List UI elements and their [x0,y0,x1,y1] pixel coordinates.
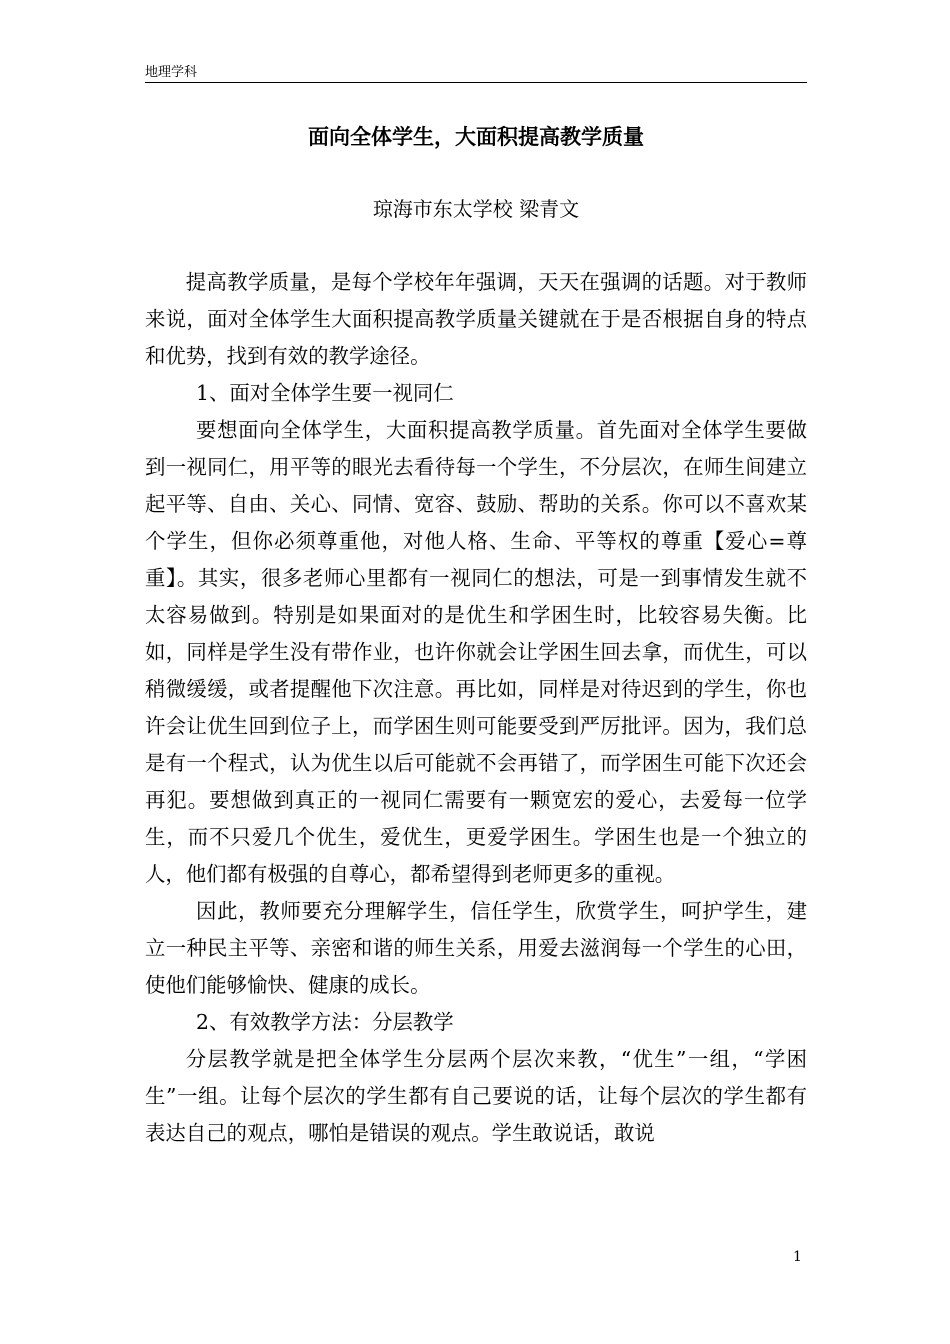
section-heading-2: 2、有效教学方法：分层教学 [196,1010,454,1034]
paragraph-section-1-conclusion: 因此，教师要充分理解学生，信任学生，欣赏学生，呵护学生，建立一种民主平等、亲密和谐的师生关系，用爱去滋润每一个学生的心田，使他们能够愉快、健康的成长。 [145,899,807,997]
document-title: 面向全体学生，大面积提高教学质量 [308,124,644,149]
document-body [145,264,807,1152]
header-divider [145,82,807,83]
page-header-label: 地理学科 [145,65,198,80]
paragraph-intro: 提高教学质量，是每个学校年年强调，天天在强调的话题。对于教师来说，面对全体学生大面积提高教学质量关键就在于是否根据自身的特点和优势，找到有效的教学途径。 [145,270,807,368]
document-author: 琼海市东太学校 梁青文 [372,197,580,221]
paragraph-section-1: 要想面向全体学生，大面积提高教学质量。首先面对全体学生要做到一视同仁，用平等的眼光去看待每一个学生，不分层次，在师生间建立起平等、自由、关心、同情、宽容、鼓励、帮助的关系。你可以不喜欢某个学生，但你必须尊重他，对他人格、生命、平等权的尊重【爱心=尊重】。其实，很多老师心里都有一视同仁的想法，可是一到事情发生就不太容易做到。特别是如果面对的是优生和学困生时，比较容易失衡。比如，同样是学生没有带作业，也许你就会让学困生回去拿，而优生，可以稍微缓缓，或者提醒他下次注意。再比如，同样是对待迟到的学生，你也许会让优生回到位子上，而学困生则可能要受到严厉批评。因为，我们总是有一个程式，认为优生以后可能就不会再错了，而学困生可能下次还会再犯。要想做到真正的一视同仁需要有一颗宽宏的爱心，去爱每一位学生，而不只爱几个优生，爱优生，更爱学困生。学困生也是一个独立的人，他们都有极强的自尊心，都希望得到老师更多的重视。 [145,418,807,886]
paragraph-section-2: 分层教学就是把全体学生分层两个层次来教，“优生”一组，“学困生”一组。让每个层次的学生都有自己要说的话，让每个层次的学生都有表达自己的观点，哪怕是错误的观点。学生敢说话，敢说 [145,1047,807,1145]
page-number: 1 [793,1249,802,1265]
section-heading-1: 1、面对全体学生要一视同仁 [196,381,454,405]
